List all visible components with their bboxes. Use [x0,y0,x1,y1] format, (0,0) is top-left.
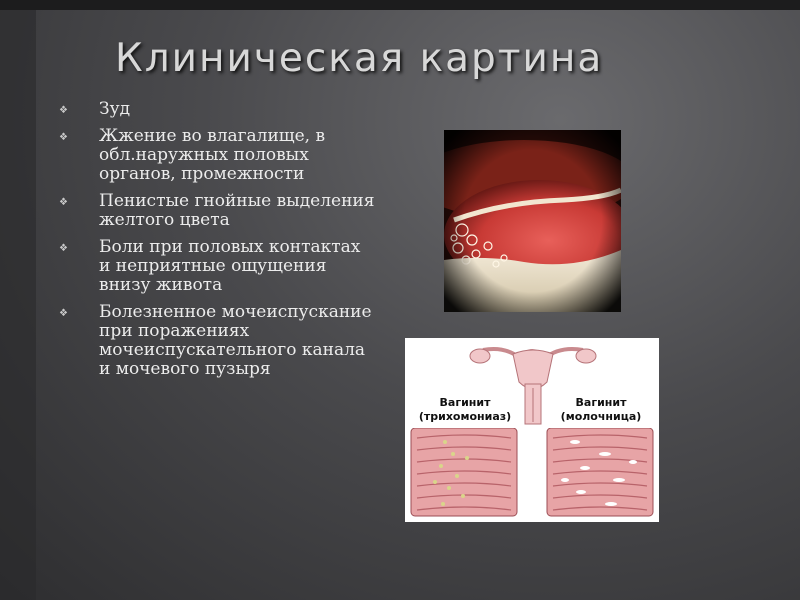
right-label-line1: Вагинит [575,396,627,409]
uterus-diagram-illustration [405,338,659,522]
vaginitis-diagram [405,338,659,522]
right-label-line2: (молочница) [560,410,642,423]
list-item [55,238,375,295]
diamond-bullet-icon: ❖ [59,132,68,143]
left-label-line2: (трихомониаз) [418,410,512,423]
diamond-bullet-icon: ❖ [59,308,68,319]
bullet-text: Зуд [99,99,131,119]
right-diagram-label [541,396,659,424]
slide-title: Клиническая картина [115,36,604,81]
diamond-bullet-icon: ❖ [59,105,68,116]
bullet-text: Боли при половых контактах и неприятные ощущения внизу живота [99,237,361,295]
diamond-bullet-icon: ❖ [59,243,68,254]
top-bar [0,0,800,10]
clinical-photo-illustration [444,130,621,312]
clinical-photo [444,130,621,312]
diamond-bullet-icon: ❖ [59,197,68,208]
bullet-list [55,100,375,387]
left-diagram-label [405,396,525,424]
left-bar [0,10,36,600]
bullet-text: Пенистые гнойные выделения желтого цвета [99,191,375,230]
bullet-text: Болезненное мочеиспускание при поражениях мочеиспускательного канала и мочевого пузыря [99,302,372,379]
list-item [55,192,375,230]
list-item [55,303,375,379]
list-item [55,100,375,119]
left-label-line1: Вагинит [439,396,491,409]
list-item [55,127,375,184]
bullet-text: Жжение во влагалище, в обл.наружных половых органов, промежности [99,126,326,184]
